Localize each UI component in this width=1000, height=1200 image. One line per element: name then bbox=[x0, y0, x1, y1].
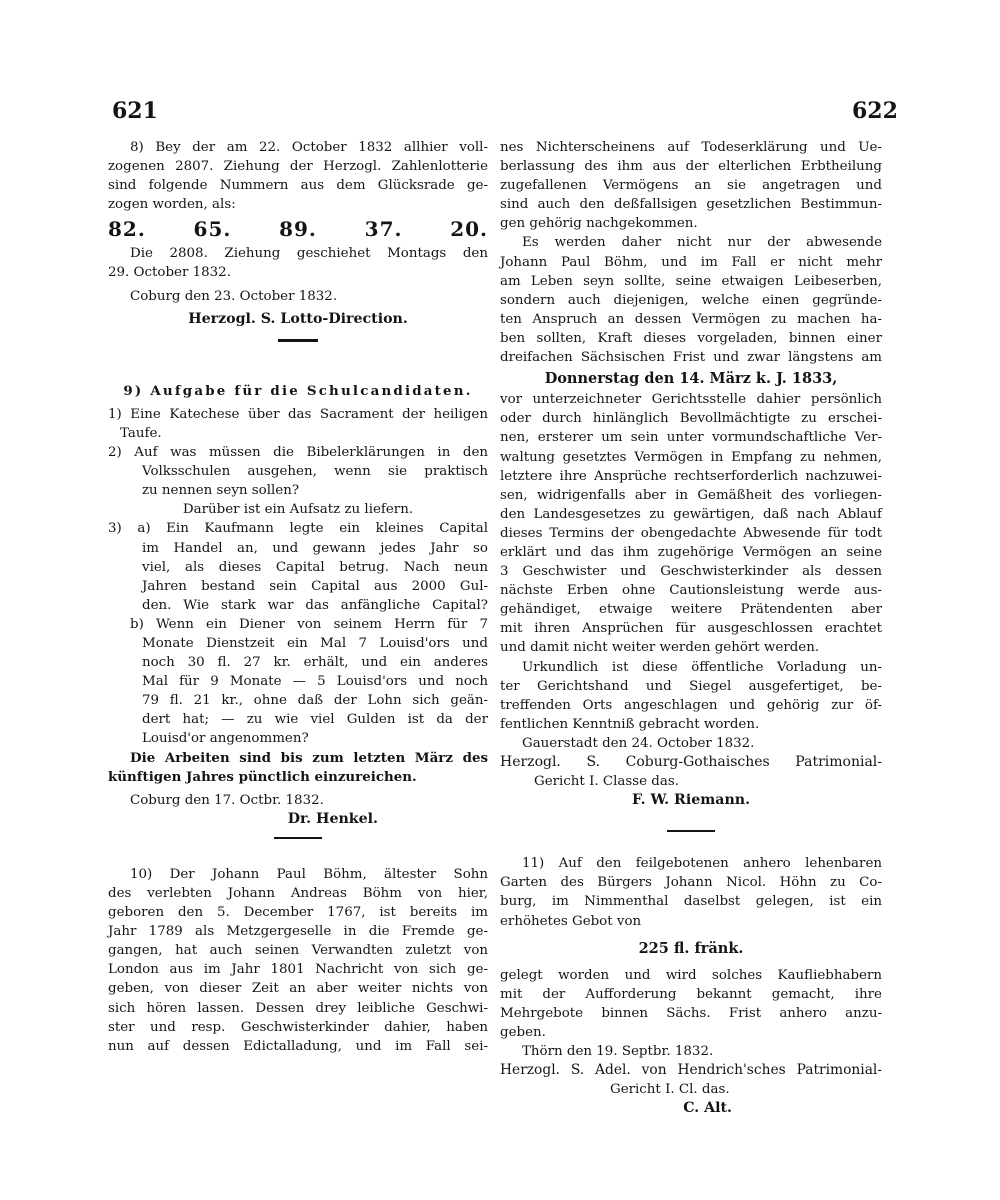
notice-9-title: 9) Aufgabe für die Schulcandidaten. bbox=[123, 382, 473, 399]
place-date: Thörn den 19. Septbr. 1832. bbox=[522, 1044, 714, 1060]
notice-10-line: geboren den 5. December 1767, ist bereits im bbox=[108, 905, 488, 921]
signature: F. W. Riemann. bbox=[631, 792, 751, 809]
signature: Dr. Henkel. bbox=[287, 810, 378, 827]
notice-10-line: vor unterzeichneter Gerichtsstelle dahier persönlich bbox=[500, 392, 882, 408]
notice-10-line: nächste Erben ohne Cautionsleistung werde aus- bbox=[500, 583, 882, 599]
question-line: Jahren bestand sein Capital aus 2000 Gul- bbox=[142, 578, 488, 594]
signature: C. Alt. bbox=[683, 1100, 732, 1117]
notice-10-line: waltung gesetztes Vermögen in Empfang zu nehmen, bbox=[500, 449, 882, 465]
place-date: Coburg den 17. Octbr. 1832. bbox=[130, 792, 324, 808]
notice-8 bbox=[108, 138, 488, 329]
notice-10-line: berlassung des ihm aus der elterlichen Erbtheilung bbox=[500, 159, 882, 175]
question-line: Mal für 9 Monate — 5 Louisd'ors und noch bbox=[142, 674, 488, 690]
right-column bbox=[500, 138, 882, 1119]
notice-10-line: Johann Paul Böhm, und im Fall er nicht mehr bbox=[500, 254, 882, 270]
notice-10-line: 10) Der Johann Paul Böhm, ältester Sohn bbox=[130, 866, 488, 882]
notice-10-line: ben sollten, Kraft dieses vorgeladen, binnen einer bbox=[500, 330, 882, 346]
notice-11-line: mit der Aufforderung bekannt gemacht, ihre bbox=[500, 986, 882, 1002]
question-line: den. Wie stark war das anfängliche Capital? bbox=[142, 597, 488, 613]
notice-10-line: ster und resp. Geschwisterkinder dahier, haben bbox=[108, 1019, 488, 1035]
notice-10-line: sondern auch diejenigen, welche einen gegründe- bbox=[500, 292, 882, 308]
place-date: Coburg den 23. October 1832. bbox=[130, 288, 338, 304]
notice-10-line: nun auf dessen Edictalladung, und im Fall sei- bbox=[108, 1038, 488, 1054]
question-line: Monate Dienstzeit ein Mal 7 Louisd'ors und bbox=[142, 635, 488, 651]
notice-10-line: gen gehörig nachgekommen. bbox=[500, 216, 698, 232]
question-line: b) Wenn ein Diener von seinem Herrn für 7 bbox=[130, 616, 488, 632]
notice-8-line: zogenen 2807. Ziehung der Herzogl. Zahlenlotterie bbox=[108, 159, 488, 175]
notice-10-line: ten Anspruch an dessen Vermögen zu machen ha- bbox=[500, 311, 882, 327]
notice-10-line: 3 Geschwister und Geschwisterkinder als dessen bbox=[500, 564, 882, 580]
left-column bbox=[108, 138, 488, 1056]
notice-10-line: Es werden daher nicht nur der abwesende bbox=[522, 235, 882, 251]
notice-10-line: am Leben seyn sollte, seine etwaigen Leibeserben, bbox=[500, 273, 882, 289]
notice-10-line: nen, ersterer um sein unter vormundschaftliche Ver- bbox=[500, 430, 882, 446]
question-note: Darüber ist ein Aufsatz zu liefern. bbox=[182, 502, 414, 518]
notice-10-line: gehändiget, etwaige weitere Prätendenten aber bbox=[500, 602, 882, 618]
question-line: im Handel an, und gewann jedes Jahr so bbox=[142, 540, 488, 556]
notice-10-line: dieses Termins der obengedachte Abwesende für todt bbox=[500, 525, 882, 541]
separator bbox=[274, 837, 322, 839]
notice-10-line: ter Gerichtshand und Siegel ausgefertiget, be- bbox=[500, 678, 882, 694]
notice-10-line: erklärt und das ihm zugehörige Vermögen an seine bbox=[500, 544, 882, 560]
notice-10-line: des verlebten Johann Andreas Böhm von hier, bbox=[108, 886, 488, 901]
notice-10-line: geben, von dieser Zeit an aber weiter nichts von bbox=[108, 981, 488, 997]
notice-11-line: erhöhetes Gebot von bbox=[500, 913, 642, 929]
notice-10-line: nes Nichterscheinens auf Todeserklärung und Ue- bbox=[500, 140, 882, 155]
notice-11-line: burg, im Nimmenthal daselbst gelegen, ist ein bbox=[500, 894, 882, 910]
court-line: Herzogl. S. Coburg-Gothaisches Patrimonial- bbox=[500, 754, 882, 770]
question-line: dert hat; — zu wie viel Gulden ist da der bbox=[142, 712, 488, 728]
question-line: Louisd'or angenommen? bbox=[142, 731, 309, 747]
bid-amount: 225 fl. fränk. bbox=[638, 939, 744, 957]
notice-10-line: fentlichen Kenntniß gebracht worden. bbox=[500, 716, 760, 732]
notice-8-line: zogen worden, als: bbox=[108, 197, 236, 213]
notice-10-line: sind auch den deßfallsigen gesetzlichen Bestimmun- bbox=[500, 197, 882, 213]
notice-10-line: und damit nicht weiter werden gehört werden. bbox=[500, 640, 820, 656]
notice-10 bbox=[108, 865, 488, 1056]
notice-8-line: Die 2808. Ziehung geschiehet Montags den bbox=[130, 246, 488, 262]
question-line: viel, als dieses Capital betrug. Nach neun bbox=[142, 559, 488, 575]
notice-10-line: den Landesgesetzes zu gewärtigen, daß nach Ablauf bbox=[500, 506, 882, 522]
deadline-line: Die Arbeiten sind bis zum letzten März des bbox=[130, 749, 488, 766]
question-line: 3) a) Ein Kaufmann legte ein kleines Capital bbox=[108, 521, 488, 537]
notice-8-line: sind folgende Nummern aus dem Glücksrade ge- bbox=[108, 178, 488, 194]
separator bbox=[667, 830, 715, 832]
notice-11 bbox=[500, 854, 882, 1118]
question-line: 2) Auf was müssen die Bibelerklärungen in den bbox=[108, 445, 488, 461]
lottery-numbers: 82. 65. 89. 37. 20. bbox=[108, 217, 488, 242]
notice-10-line: letztere ihre Ansprüche rechtserforderlich nachzuwei- bbox=[500, 468, 882, 484]
notice-11-line: geben. bbox=[500, 1025, 546, 1041]
notice-9 bbox=[108, 382, 488, 829]
signature: Herzogl. S. Lotto-Direction. bbox=[188, 310, 408, 327]
notice-11-line: Garten des Bürgers Johann Nicol. Höhn zu Co- bbox=[500, 875, 882, 891]
notice-10-line: sen, widrigenfalls aber in Gemäßheit des vorliegen- bbox=[500, 487, 882, 503]
notice-11-line: 11) Auf den feilgebotenen anhero lehenbaren bbox=[522, 856, 882, 872]
court-line: Gericht I. Classe das. bbox=[534, 774, 679, 790]
notice-10-line: mit ihren Ansprüchen für ausgeschlossen erachtet bbox=[500, 621, 882, 637]
deadline-line: künftigen Jahres pünctlich einzureichen. bbox=[108, 768, 417, 785]
notice-8-line: 29. October 1832. bbox=[108, 265, 231, 281]
notice-10-line: dreifachen Sächsischen Frist und zwar längstens am bbox=[500, 350, 882, 366]
place-date: Gauerstadt den 24. October 1832. bbox=[522, 735, 755, 751]
notice-10-line: Jahr 1789 als Metzgergeselle in die Fremde ge- bbox=[108, 924, 488, 940]
notice-8-line: 8) Bey der am 22. October 1832 allhier voll- bbox=[130, 140, 488, 155]
notice-10-line: Urkundlich ist diese öffentliche Vorladung un- bbox=[522, 659, 882, 675]
notice-10-continued bbox=[500, 138, 882, 810]
question-line: 79 fl. 21 kr., ohne daß der Lohn sich geän- bbox=[142, 693, 488, 709]
court-line: Herzogl. S. Adel. von Hendrich'sches Patrimonial- bbox=[500, 1062, 882, 1079]
notice-10-line: gangen, hat auch seinen Verwandten zuletzt von bbox=[108, 943, 488, 959]
page-number-left: 621 bbox=[112, 98, 158, 124]
notice-11-line: Mehrgebote binnen Sächs. Frist anhero anzu- bbox=[500, 1005, 882, 1021]
question-line: noch 30 fl. 27 kr. erhält, und ein anderes bbox=[142, 655, 488, 671]
question-line: zu nennen seyn sollen? bbox=[142, 483, 300, 499]
notice-10-line: treffenden Orts angeschlagen und gehörig zur öf- bbox=[500, 697, 882, 713]
summons-date: Donnerstag den 14. März k. J. 1833, bbox=[544, 370, 838, 388]
notice-10-line: oder durch hinlänglich Bevollmächtigte zu erschei- bbox=[500, 411, 882, 427]
question-line: Volksschulen ausgehen, wenn sie praktisch bbox=[142, 464, 488, 480]
notice-10-line: zugefallenen Vermögens an sie angetragen und bbox=[500, 178, 882, 194]
question-line: 1) Eine Katechese über das Sacrament der heiligen bbox=[108, 406, 488, 422]
notice-10-line: London aus im Jahr 1801 Nachricht von sich ge- bbox=[108, 962, 488, 978]
question-line: Taufe. bbox=[120, 425, 162, 441]
page-number-right: 622 bbox=[852, 98, 898, 124]
separator bbox=[278, 339, 318, 342]
notice-11-line: gelegt worden und wird solches Kaufliebhabern bbox=[500, 967, 882, 983]
notice-10-line: sich hören lassen. Dessen drey leibliche Geschwi- bbox=[108, 1000, 488, 1016]
court-line: Gericht I. Cl. das. bbox=[610, 1082, 730, 1098]
